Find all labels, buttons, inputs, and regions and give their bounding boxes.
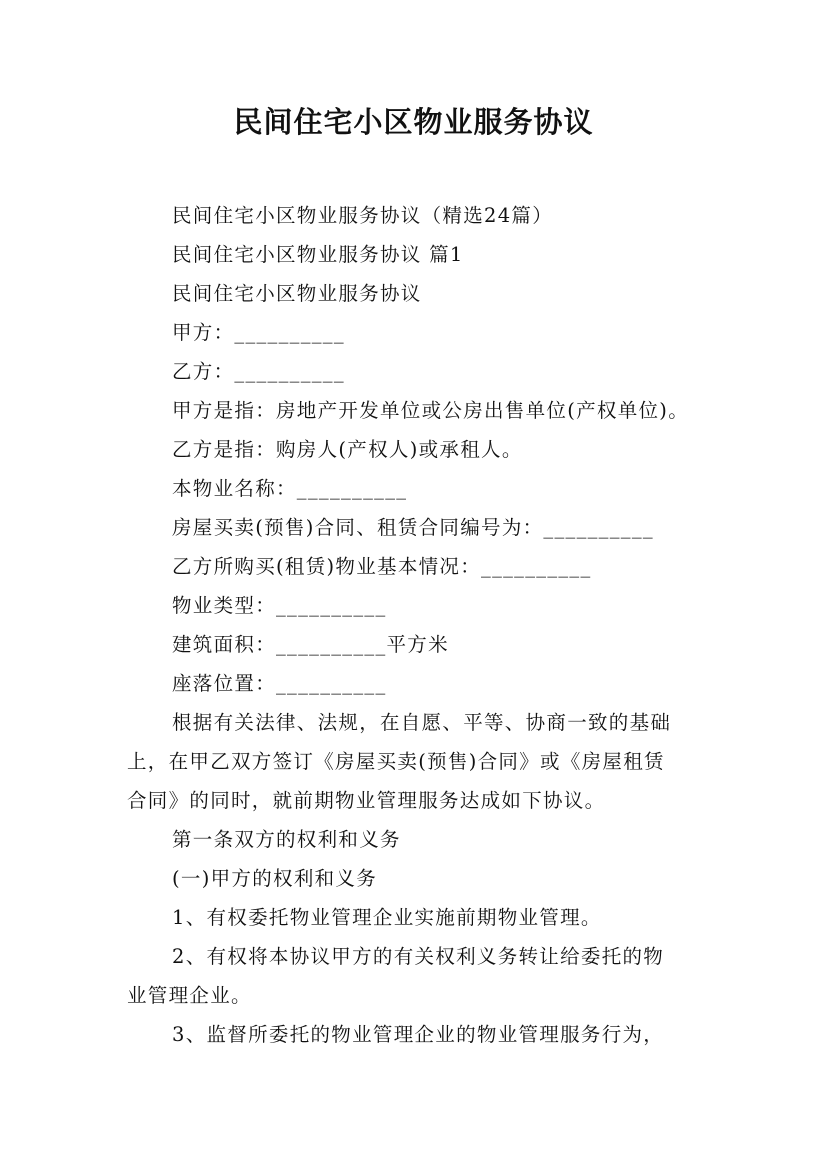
paragraph-line: 根据有关法律、法规，在自愿、平等、协商一致的基础 [172, 711, 672, 734]
paragraph-line: 合同》的同时，就前期物业管理服务达成如下协议。 [127, 789, 606, 812]
property-type-field: 物业类型：__________ [172, 594, 387, 617]
property-name-field: 本物业名称：__________ [172, 477, 408, 500]
contract-number-field: 房屋买卖(预售)合同、租赁合同编号为：__________ [172, 516, 654, 539]
clause-item: 3、监督所委托的物业管理企业的物业管理服务行为， [172, 1023, 665, 1046]
clause-item: 1、有权委托物业管理企业实施前期物业管理。 [172, 906, 602, 929]
building-area-field: 建筑面积：__________平方米 [172, 633, 449, 656]
subsection-heading: (一)甲方的权利和义务 [172, 867, 378, 890]
agreement-name: 民间住宅小区物业服务协议 [172, 282, 422, 305]
party-b-definition: 乙方是指：购房人(产权人)或承租人。 [172, 438, 523, 461]
party-b-field: 乙方：__________ [172, 360, 345, 383]
section-heading: 民间住宅小区物业服务协议 篇1 [172, 243, 464, 266]
property-info-field: 乙方所购买(租赁)物业基本情况：__________ [172, 555, 592, 578]
document-title: 民间住宅小区物业服务协议 [233, 105, 594, 139]
clause-item: 2、有权将本协议甲方的有关权利义务转让给委托的物 [172, 945, 665, 968]
location-field: 座落位置：__________ [172, 672, 387, 695]
party-a-field: 甲方：__________ [172, 321, 345, 344]
article-heading: 第一条双方的权利和义务 [172, 828, 401, 851]
clause-item-continuation: 业管理企业。 [127, 984, 252, 1007]
subtitle-line: 民间住宅小区物业服务协议（精选24篇） [172, 204, 554, 227]
party-a-definition: 甲方是指：房地产开发单位或公房出售单位(产权单位)。 [172, 399, 690, 422]
paragraph-line: 上，在甲乙双方签订《房屋买卖(预售)合同》或《房屋租赁 [127, 750, 665, 773]
